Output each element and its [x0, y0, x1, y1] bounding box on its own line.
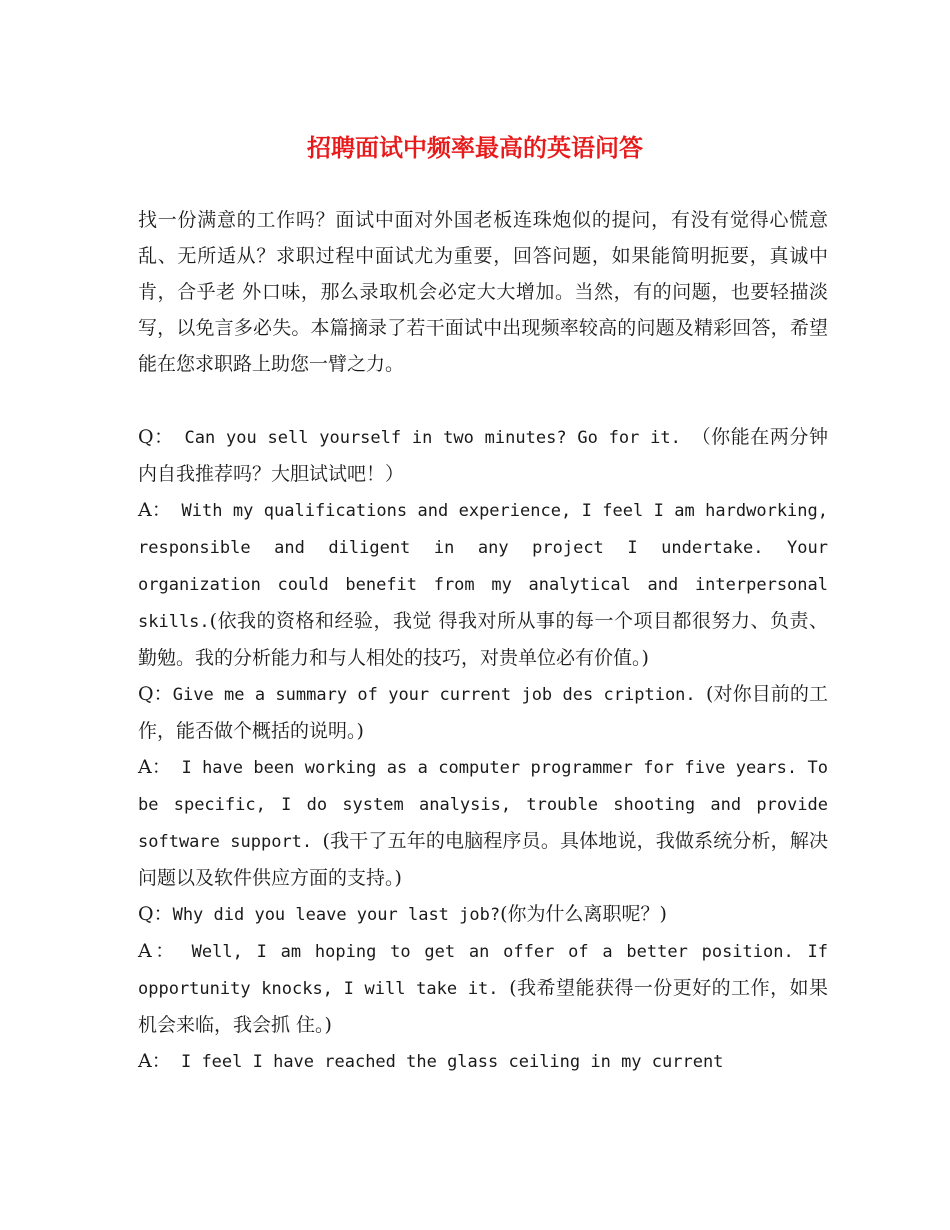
qa-item-answer — [138, 933, 828, 1043]
qa-chinese-text: （你能在两分钟内自我推荐吗？大胆试试吧！） — [138, 426, 828, 485]
qa-label: A： — [138, 499, 172, 521]
qa-label: A： — [138, 940, 178, 962]
qa-label: Q： — [138, 683, 173, 705]
qa-item-question — [138, 676, 828, 749]
qa-english-text: Well, I am hoping to get an offer of a better position. If opportunity knocks, I will take it. — [138, 942, 828, 999]
qa-chinese-text: (对你目前的工作，能否做个概括的说明。) — [138, 683, 828, 742]
qa-item-answer — [138, 749, 828, 896]
intro-paragraph: 找一份满意的工作吗？面试中面对外国老板连珠炮似的提问，有没有觉得心慌意乱、无所适从？求职过程中面试尤为重要，回答问题，如果能简明扼要，真诚中肯，合乎老 外口味，那么录取机会必定大大增加。当然，有的问题，也要轻描淡写，以免言多必失。本篇摘录了若干面试中出现频率较高的问题及精彩回答，希望能在您求职路上助您一臂之力。 — [138, 209, 828, 375]
qa-chinese-text: (你为什么离职呢？) — [500, 903, 667, 925]
qa-english-text: Give me a summary of your current job des cription. — [172, 685, 706, 705]
qa-english-text: Can you sell yourself in two minutes? Go for it. — [173, 428, 692, 448]
qa-item-answer — [138, 492, 828, 676]
qa-item-question — [138, 419, 828, 492]
qa-item-answer — [138, 1043, 828, 1080]
qa-label: Q： — [138, 903, 173, 925]
qa-label: A： — [138, 1050, 171, 1072]
qa-chinese-text: (我希望能获得一份更好的工作，如果机会来临，我会抓 住。) — [138, 977, 828, 1036]
qa-label: Q： — [138, 426, 174, 448]
qa-english-text: I feel I have reached the glass ceiling in my current — [170, 1052, 724, 1072]
qa-english-text: With my qualifications and experience, I feel I am hardworking, responsible and diligent in any project I undertake. Your organization could benefit from my analytical and interpersonal skills. — [138, 501, 828, 632]
qa-section — [138, 419, 828, 1080]
qa-english-text: I have been working as a computer programmer for five years. To be specific, I do system analysis, trouble shooting and provide software support. — [138, 758, 828, 852]
qa-chinese-text: (依我的资格和经验，我觉 得我对所从事的每一个项目都很努力、负责、勤勉。我的分析能力和与人相处的技巧，对贵单位必有价值。) — [138, 610, 828, 669]
document-title: 招聘面试中频率最高的英语问答 — [307, 133, 643, 162]
qa-english-text: Why did you leave your last job? — [172, 905, 501, 925]
qa-chinese-text: (我干了五年的电脑程序员。具体地说，我做系统分析，解决问题以及软件供应方面的支持。) — [138, 830, 828, 889]
qa-item-question — [138, 896, 828, 933]
qa-label: A： — [138, 756, 172, 778]
